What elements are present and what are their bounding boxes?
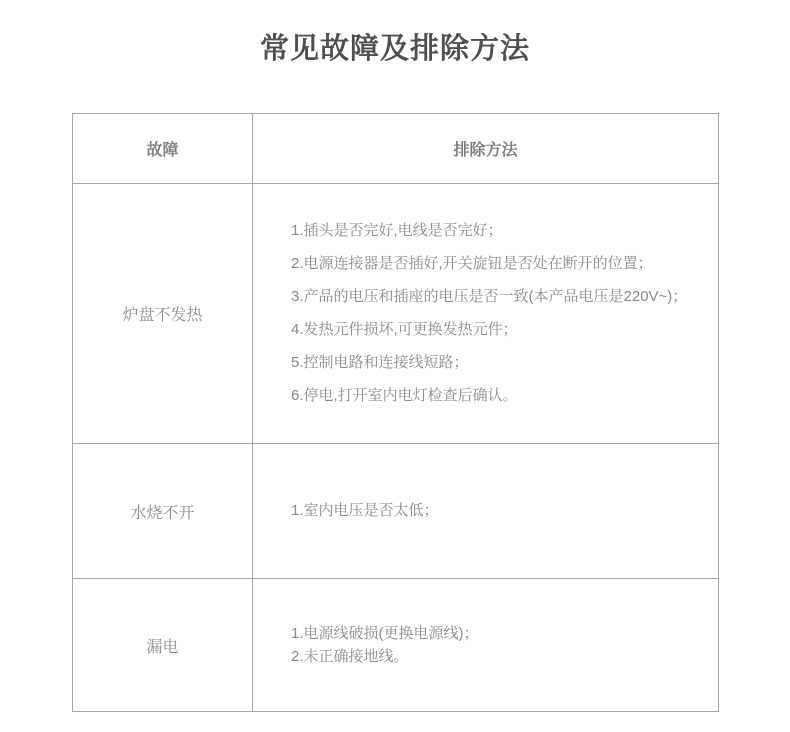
method-step: 6.停电,打开室内电灯检查后确认。 <box>291 387 518 404</box>
page-title: 常见故障及排除方法 <box>259 33 530 65</box>
table-row-leakage <box>73 579 719 712</box>
fault-name-boiling: 水烧不开 <box>73 444 253 579</box>
method-step: 5.控制电路和连接线短路； <box>291 354 469 371</box>
column-header-fault: 故障 <box>73 114 253 184</box>
method-list <box>291 624 704 667</box>
table-row-boiling <box>73 444 719 579</box>
method-step: 1.插头是否完好,电线是否完好； <box>291 222 503 239</box>
method-list <box>291 221 704 406</box>
fault-name-heating: 炉盘不发热 <box>73 184 253 444</box>
column-header-method: 排除方法 <box>253 114 719 184</box>
table-row-heating <box>73 184 719 444</box>
method-step: 2.未正确接地线。 <box>291 647 409 665</box>
fault-name-leakage: 漏电 <box>73 579 253 712</box>
table-header-row <box>73 114 719 184</box>
method-step: 3.产品的电压和插座的电压是否一致(本产品电压是220V~)； <box>291 288 688 305</box>
method-cell-boiling <box>253 444 719 579</box>
troubleshooting-table <box>72 113 719 712</box>
method-step: 2.电源连接器是否插好,开关旋钮是否处在断开的位置； <box>291 255 653 272</box>
method-step: 4.发热元件损坏,可更换发热元件； <box>291 321 518 338</box>
method-step: 1.室内电压是否太低； <box>291 502 439 519</box>
method-cell-leakage <box>253 579 719 712</box>
method-step: 1.电源线破损(更换电源线)； <box>291 624 479 642</box>
method-cell-heating <box>253 184 719 444</box>
method-list <box>291 501 704 521</box>
